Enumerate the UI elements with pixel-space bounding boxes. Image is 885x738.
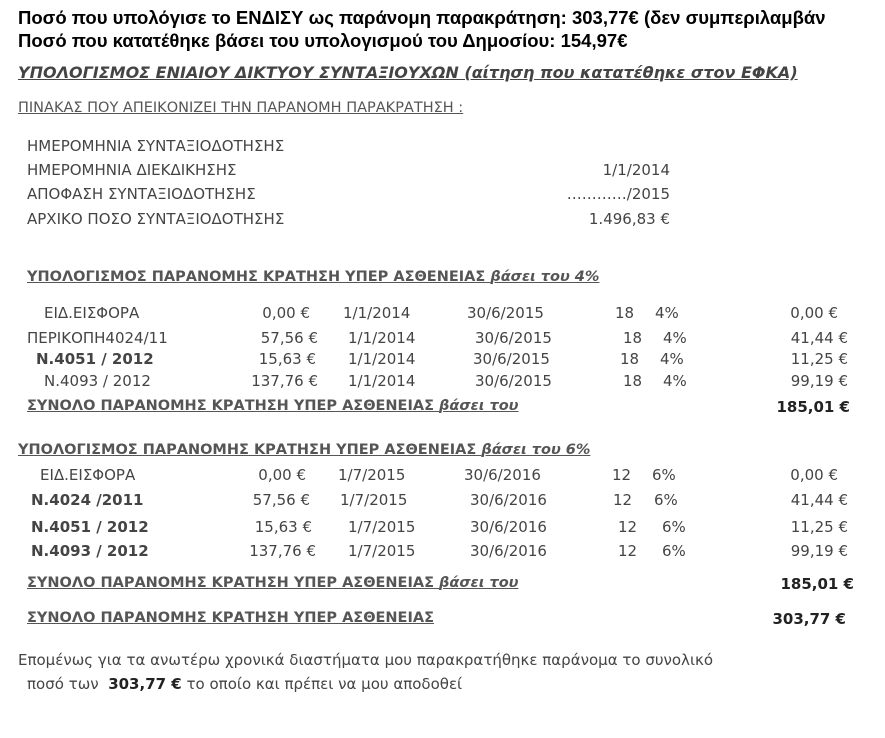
row-months: 18	[620, 350, 640, 368]
row-to: 30/6/2016	[470, 491, 547, 509]
group1-title: ΥΠΟΛΟΓΙΣΜΟΣ ΠΑΡΑΝΟΜΗΣ ΚΡΑΤΗΣΗ ΥΠΕΡ ΑΣΘΕΝΕΙΑΣ βάσει του 4%	[27, 269, 600, 285]
row-result: 0,00 €	[790, 304, 838, 322]
footer-line-1: Επομένως για τα ανωτέρω χρονικά διαστήματα μου παρακρατήθηκε παράνομα το συνολικό	[18, 651, 714, 669]
grand-total-label: ΣΥΝΟΛΟ ΠΑΡΑΝΟΜΗΣ ΚΡΑΤΗΣΗ ΥΠΕΡ ΑΣΘΕΝΕΙΑΣ	[27, 610, 434, 626]
row-to: 30/6/2016	[464, 466, 541, 484]
info-label: ΑΠΟΦΑΣΗ ΣΥΝΤΑΞΙΟΔΟΤΗΣΗΣ	[27, 185, 256, 203]
row-amount: 57,56 €	[252, 491, 310, 509]
row-amount: 57,56 €	[260, 329, 318, 347]
row-amount: 137,76 €	[249, 542, 316, 560]
row-pct: 6%	[652, 466, 676, 484]
group1-total-label: ΣΥΝΟΛΟ ΠΑΡΑΝΟΜΗΣ ΚΡΑΤΗΣΗ ΥΠΕΡ ΑΣΘΕΝΕΙΑΣ βάσει του	[27, 398, 519, 414]
row-amount: 0,00 €	[262, 304, 310, 322]
group2-title: ΥΠΟΛΟΓΙΣΜΟΣ ΠΑΡΑΝΟΜΗΣ ΚΡΑΤΗΣΗ ΥΠΕΡ ΑΣΘΕΝΕΙΑΣ βάσει του 6%	[18, 442, 591, 458]
row-months: 12	[618, 518, 638, 536]
row-name: ΕΙΔ.ΕΙΣΦΟΡΑ	[44, 304, 140, 322]
row-pct: 4%	[663, 372, 687, 390]
footer-line-2: ποσό των 303,77 € το οποίο και πρέπει να μου αποδοθεί	[27, 675, 463, 693]
row-name: Ν.4051 / 2012	[36, 350, 154, 368]
row-months: 18	[623, 372, 643, 390]
row-result: 99,19 €	[790, 542, 848, 560]
info-label: ΗΜΕΡΟΜΗΝΙΑ ΔΙΕΚΔΙΚΗΣΗΣ	[27, 161, 237, 179]
row-name: ΕΙΔ.ΕΙΣΦΟΡΑ	[40, 466, 136, 484]
group1-total-value: 185,01 €	[776, 398, 850, 416]
grand-total-value: 303,77 €	[772, 610, 846, 628]
row-result: 11,25 €	[790, 518, 848, 536]
row-from: 1/1/2014	[343, 304, 411, 322]
row-pct: 4%	[660, 350, 684, 368]
row-result: 11,25 €	[790, 350, 848, 368]
row-name: ΠΕΡΙΚΟΠΗ4024/11	[27, 329, 168, 347]
row-result: 41,44 €	[790, 329, 848, 347]
row-amount: 137,76 €	[251, 372, 318, 390]
row-months: 12	[618, 542, 638, 560]
row-result: 0,00 €	[790, 466, 838, 484]
row-name: Ν.4024 /2011	[31, 491, 144, 509]
row-months: 18	[615, 304, 635, 322]
row-name: Ν.4051 / 2012	[31, 518, 149, 536]
row-from: 1/7/2015	[348, 542, 416, 560]
footer-amount: 303,77 €	[108, 675, 182, 693]
info-value: …………/2015	[566, 185, 670, 203]
row-amount: 15,63 €	[254, 518, 312, 536]
group2-total-value: 185,01 €	[780, 575, 854, 593]
section-title: ΥΠΟΛΟΓΙΣΜΟΣ ΕΝΙΑΙΟΥ ΔΙΚΤΥΟΥ ΣΥΝΤΑΞΙΟΥΧΩΝ (αίτηση που κατατέθηκε στον ΕΦΚΑ)	[18, 63, 798, 82]
row-months: 18	[623, 329, 643, 347]
table-title: ΠΙΝΑΚΑΣ ΠΟΥ ΑΠΕΙΚΟΝΙΖΕΙ ΤΗΝ ΠΑΡΑΝΟΜΗ ΠΑΡΑΚΡΑΤΗΣΗ :	[18, 100, 464, 116]
row-to: 30/6/2015	[475, 372, 552, 390]
row-from: 1/7/2015	[340, 491, 408, 509]
row-pct: 4%	[663, 329, 687, 347]
row-result: 99,19 €	[790, 372, 848, 390]
row-name: Ν.4093 / 2012	[44, 372, 151, 390]
row-to: 30/6/2016	[470, 518, 547, 536]
row-to: 30/6/2015	[473, 350, 550, 368]
row-pct: 6%	[654, 491, 678, 509]
row-from: 1/7/2015	[338, 466, 406, 484]
info-label: ΗΜΕΡΟΜΗΝΙΑ ΣΥΝΤΑΞΙΟΔΟΤΗΣΗΣ	[27, 137, 285, 155]
row-months: 12	[612, 466, 632, 484]
row-to: 30/6/2015	[467, 304, 544, 322]
row-pct: 4%	[655, 304, 679, 322]
row-result: 41,44 €	[790, 491, 848, 509]
info-label: ΑΡΧΙΚΟ ΠΟΣΟ ΣΥΝΤΑΞΙΟΔΟΤΗΣΗΣ	[27, 210, 285, 228]
row-from: 1/1/2014	[348, 372, 416, 390]
row-months: 12	[613, 491, 633, 509]
row-from: 1/1/2014	[348, 350, 416, 368]
row-to: 30/6/2015	[475, 329, 552, 347]
summary-line-2: Ποσό που κατατέθηκε βάσει του υπολογισμού του Δημοσίου: 154,97€	[18, 30, 628, 51]
row-to: 30/6/2016	[470, 542, 547, 560]
row-from: 1/1/2014	[348, 329, 416, 347]
row-pct: 6%	[662, 518, 686, 536]
info-value: 1.496,83 €	[588, 210, 670, 228]
summary-line-1: Ποσό που υπολόγισε το ΕΝΔΙΣΥ ως παράνομη παρακράτηση: 303,77€ (δεν συμπεριλαμβάν	[18, 7, 826, 28]
row-pct: 6%	[662, 542, 686, 560]
row-amount: 0,00 €	[258, 466, 306, 484]
row-name: Ν.4093 / 2012	[31, 542, 149, 560]
row-amount: 15,63 €	[258, 350, 316, 368]
info-value: 1/1/2014	[602, 161, 670, 179]
group2-total-label: ΣΥΝΟΛΟ ΠΑΡΑΝΟΜΗΣ ΚΡΑΤΗΣΗ ΥΠΕΡ ΑΣΘΕΝΕΙΑΣ βάσει του	[27, 575, 519, 591]
row-from: 1/7/2015	[348, 518, 416, 536]
